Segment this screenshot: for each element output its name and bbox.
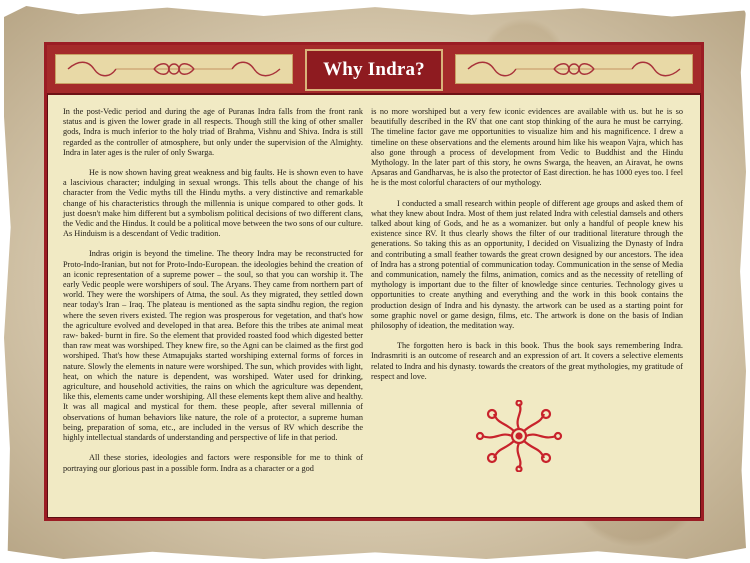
body-paragraph: All these stories, ideologies and factors were responsible for me to think of portraying our glorious past in a possible form. Indra as a character or a god [63,453,363,473]
page-title: Why Indra? [323,59,425,80]
title-band [47,45,701,95]
body-paragraph: In the post-Vedic period and during the age of Puranas Indra falls from the front rank status and is given the lower grade in all respects. Though still the king of other smaller gods, Indra is much inferior to the holy triad of Brahma, Vishnu and Shiva. Indra is still regarded as the controller of atmosphere, but only under the supervision of the Almighty. Indra in later ages is the ruler of only Swarga. [63,107,363,157]
page-title-box [305,49,443,91]
left-ornament-panel [55,54,293,84]
right-ornament-panel [455,54,693,84]
scroll-ornament-icon [464,58,684,80]
scroll-ornament-icon [64,58,284,80]
right-text-column [371,107,683,392]
body-paragraph: He is now shown having great weakness and big faults. He is shown even to have a lascivious character; indulging in sexual wrongs. This tells about the change of his character from the Vedic myths till the Hindu myths. a very distinctive and remarkable change of his characteristics through the millennia is unique compared to other gods. It just doesn't make him different but a symbolism political decisions of two different clans, the Vedic and the Hindus. It could be a political move between the two sons of our culture. As Hinduism is a descendant of Vedic tradition. [63,168,363,239]
floral-rosette-emblem-icon [474,400,564,472]
content-panel [44,42,704,521]
body-paragraph: I conducted a small research within people of different age groups and asked them of what they knew about Indra. Most of them just related Indra with celestial damsels and others talked about king of Gods, and he as a womanizer. but only a handful of people knew his existence since RV. It thus clearly shows the filter of our traditional literature through the generations. So taking this as an opportunity, I decided on Visualizing the Dynasty of Indra and contributing a small feather towards the great crown designed by our ancestors. The idea of Indra has a strong potential of communication today. Communication in the sense of Media and communication, namely the films, animation, comics and as the necessity of retelling of mythology is important due to the filter of knowledge since centuries. Technology gives u opportunities to create anything and everything and the work in this book contains the production design of Indra and his dynasty. the artwork can be used as a starting point for some graphic novel or game design, films, etc. The artwork is done on the basis of Indian philosophy of ideation, the meditation way. [371,198,683,331]
body-paragraph: is no more worshiped but a very few iconic evidences are available with us. but he is so beautifully described in the RV that one cant stop thinking of the aura he must be carrying. The timeline factor gave me opportunities to visualize him and his magnificence. I drew a timeline on these observations and the elements around him like his weapon Vajra, which has also gone through a process of development from Vedic to Buddhist and the Hindu Mythology. In the later part of this story, he owns Swarga, the heaven, an Airavat, he owns Apsaras and Gandharvas, he is also the protector of East direction. he has 1000 eyes too. I feel he is the most colorful characters of our mythology. [371,107,683,188]
body-paragraph: Indras origin is beyond the timeline. The theory Indra may be reconstructed for Proto-Indo-Iranian, but not for Proto-Indo-European. the ideologies behind the creation of an iconic representation of a supreme power – the soul, so that you can worship it. The early Vedic people were worshipers of soul. The Aryans. They came from northern part of world. They were the worshipers of Atma, the soul. As they migrated, they settled down near today's Iran – Iraq. The plateau is mentioned as the sapta sindhu region, the region where the seven rivers existed. The region was prosperous for vegetation, and that's how the agriculture evolved and developed in that area. Before this the tribes ate animal meat raw- baked- burnt in fire. So the element that provided roasted food which digested better than raw meat was worshiped. They knew fire, so the Agni can be claimed as the first god worshiped. That's how these Atmapujaks started worshiping external forms of forces in nature. Slowly the elements in nature were worshiped. The sun, which provides with light, heat, on which the nature is dependent, was worshiped. Water used for drinking, agriculture, and household activities, the rains on which the agriculture was dependent, like this, elements came under worshiping. All these elements kept them alive and healthy. It was all magical and mystical for them. these people, after several millennia of observations of human behaviors like nature, the role of a protector, a supreme human being, preparation of soma, etc., are included in the versus of RV which describe the highly intellectual standards of understanding and perspective of life in that period. [63,249,363,443]
left-text-column [63,107,363,484]
body-paragraph: The forgotten hero is back in this book. Thus the book says remembering Indra. Indrasmriti is an outcome of research and an expression of art. It covers a selective elements related to Indra and his dynasty. towards the creators of the great mythologies, my gratitude of respect and love. [371,341,683,381]
